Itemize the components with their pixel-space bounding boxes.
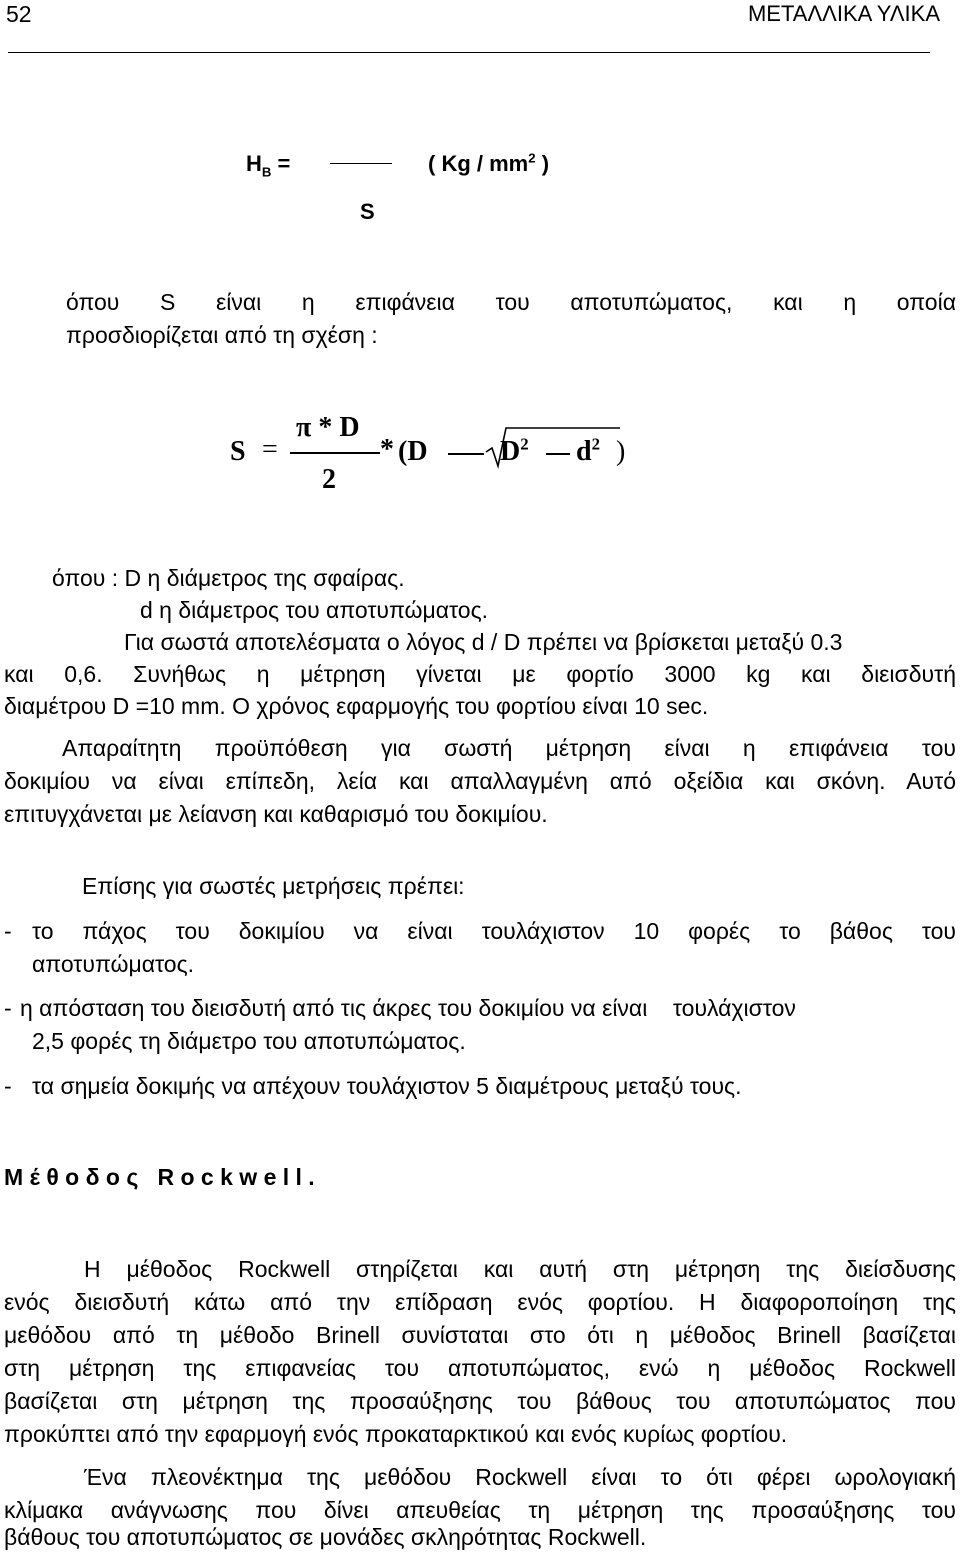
bullet-2-line2: 2,5 φορές τη διάμετρο του αποτυπώματος. <box>32 1028 466 1054</box>
para-advantage-line3: βάθους του αποτυπώματος σε μονάδες σκληρότητας Rockwell. <box>4 1524 647 1550</box>
para-rockwell-line5: βασίζεται στη μέτρηση της προσαύξησης του βάθους του αποτυπώματος που <box>4 1388 956 1414</box>
formula-hb-denominator: S <box>360 199 375 224</box>
para-ratio-line2: και 0,6. Συνήθως η μέτρηση γίνεται με φορτίο 3000 kg και διεισδυτή <box>4 661 956 687</box>
para-rockwell-line2: ενός διεισδυτή κάτω από την επίδραση ενός φορτίου. Η διαφοροποίηση της <box>4 1289 956 1315</box>
formula-s-paren-open: (D <box>398 436 428 467</box>
para-ratio-line1: Για σωστά αποτελέσματα ο λόγος d / D πρέπει να βρίσκεται μεταξύ 0.3 <box>124 629 843 655</box>
bullet-1-line1: το πάχος του δοκιμίου να είναι τουλάχιστον 10 φορές το βάθος του <box>32 918 956 944</box>
para-rockwell-line3: μεθόδου από τη μέθοδο Brinell συνίσταται στο ότι η μέθοδος Brinell βασίζεται <box>4 1322 956 1348</box>
formula-s-lhs: S <box>230 436 246 467</box>
bullet-2-line1: η απόσταση του διεισδυτή από τις άκρες του δοκιμίου να είναι τουλάχιστον <box>20 995 796 1021</box>
para-prereq-line3: επιτυγχάνεται με λείανση και καθαρισμό του δοκιμίου. <box>4 801 548 827</box>
bullet-2-dash: - <box>4 995 12 1021</box>
formula-s-equals: = <box>262 434 278 465</box>
formula-s-paren-close: ) <box>616 436 626 467</box>
bullet-1-dash: - <box>4 918 12 944</box>
para-advantage-line1: Ένα πλεονέκτημα της μεθόδου Rockwell είναι το ότι φέρει ωρολογιακή <box>84 1464 956 1490</box>
para-surface-line2: προσδιορίζεται από τη σχέση : <box>66 322 378 348</box>
section-heading: Μ έ θ ο δ ο ς R o c k w e l l . <box>4 1164 315 1190</box>
definition-d: d η διάμετρος του αποτυπώματος. <box>140 597 489 623</box>
formula-s-minus-2 <box>546 453 570 455</box>
definition-D: όπου : D η διάμετρος της σφαίρας. <box>52 565 405 591</box>
formula-s-radicand-D: $D^2$ <box>500 434 529 467</box>
para-advantage-line2: κλίμακα ανάγνωσης που δίνει απευθείας τη μέτρηση της προσαύξησης του <box>4 1497 956 1523</box>
header-rule <box>8 52 930 53</box>
formula-hb-units: ( Kg / $mm^2$ ) <box>428 150 550 176</box>
bullet-3-dash: - <box>4 1073 12 1099</box>
para-also: Επίσης για σωστές μετρήσεις πρέπει: <box>82 873 465 899</box>
para-rockwell-line4: στη μέτρηση της επιφανείας του αποτυπώματος, ενώ η μέθοδος Rockwell <box>4 1355 956 1381</box>
formula-s-fraction-bar <box>290 452 380 454</box>
para-prereq-line1: Απαραίτητη προϋπόθεση για σωστή μέτρηση είναι η επιφάνεια του <box>62 735 956 761</box>
para-surface-line1: όπου S είναι η επιφάνεια του αποτυπώματος, και η οποία <box>66 289 956 315</box>
bullet-1-line2: αποτυπώματος. <box>32 951 195 977</box>
formula-s-numerator: π * D <box>296 412 360 443</box>
bullet-3-line1: τα σημεία δοκιμής να απέχουν τουλάχιστον 5 διαμέτρους μεταξύ τους. <box>32 1073 742 1099</box>
running-title: ΜΕΤΑΛΛΙΚΑ ΥΛΙΚΑ <box>747 1 940 26</box>
para-rockwell-line1: Η μέθοδος Rockwell στηρίζεται και αυτή στη μέτρηση της διείσδυσης <box>84 1256 956 1282</box>
formula-hb-fraction-bar <box>330 163 392 164</box>
formula-s-radicand-d: $d^2$ <box>576 434 600 467</box>
para-ratio-line3: διαμέτρου D =10 mm. Ο χρόνος εφαρμογής του φορτίου είναι 10 sec. <box>4 693 709 719</box>
formula-hb-lhs: $H_B$ = <box>246 151 291 180</box>
para-rockwell-line6: προκύπτει από την εφαρμογή ενός προκαταρκτικού και ενός κυρίως φορτίου. <box>4 1421 788 1447</box>
formula-s-times: * <box>380 434 394 465</box>
formula-s-denominator: 2 <box>322 464 336 495</box>
para-prereq-line2: δοκιμίου να είναι επίπεδη, λεία και απαλλαγμένη από οξείδια και σκόνη. Αυτό <box>4 768 956 794</box>
page-number: 52 <box>6 1 32 27</box>
formula-s-minus-1 <box>448 453 484 455</box>
